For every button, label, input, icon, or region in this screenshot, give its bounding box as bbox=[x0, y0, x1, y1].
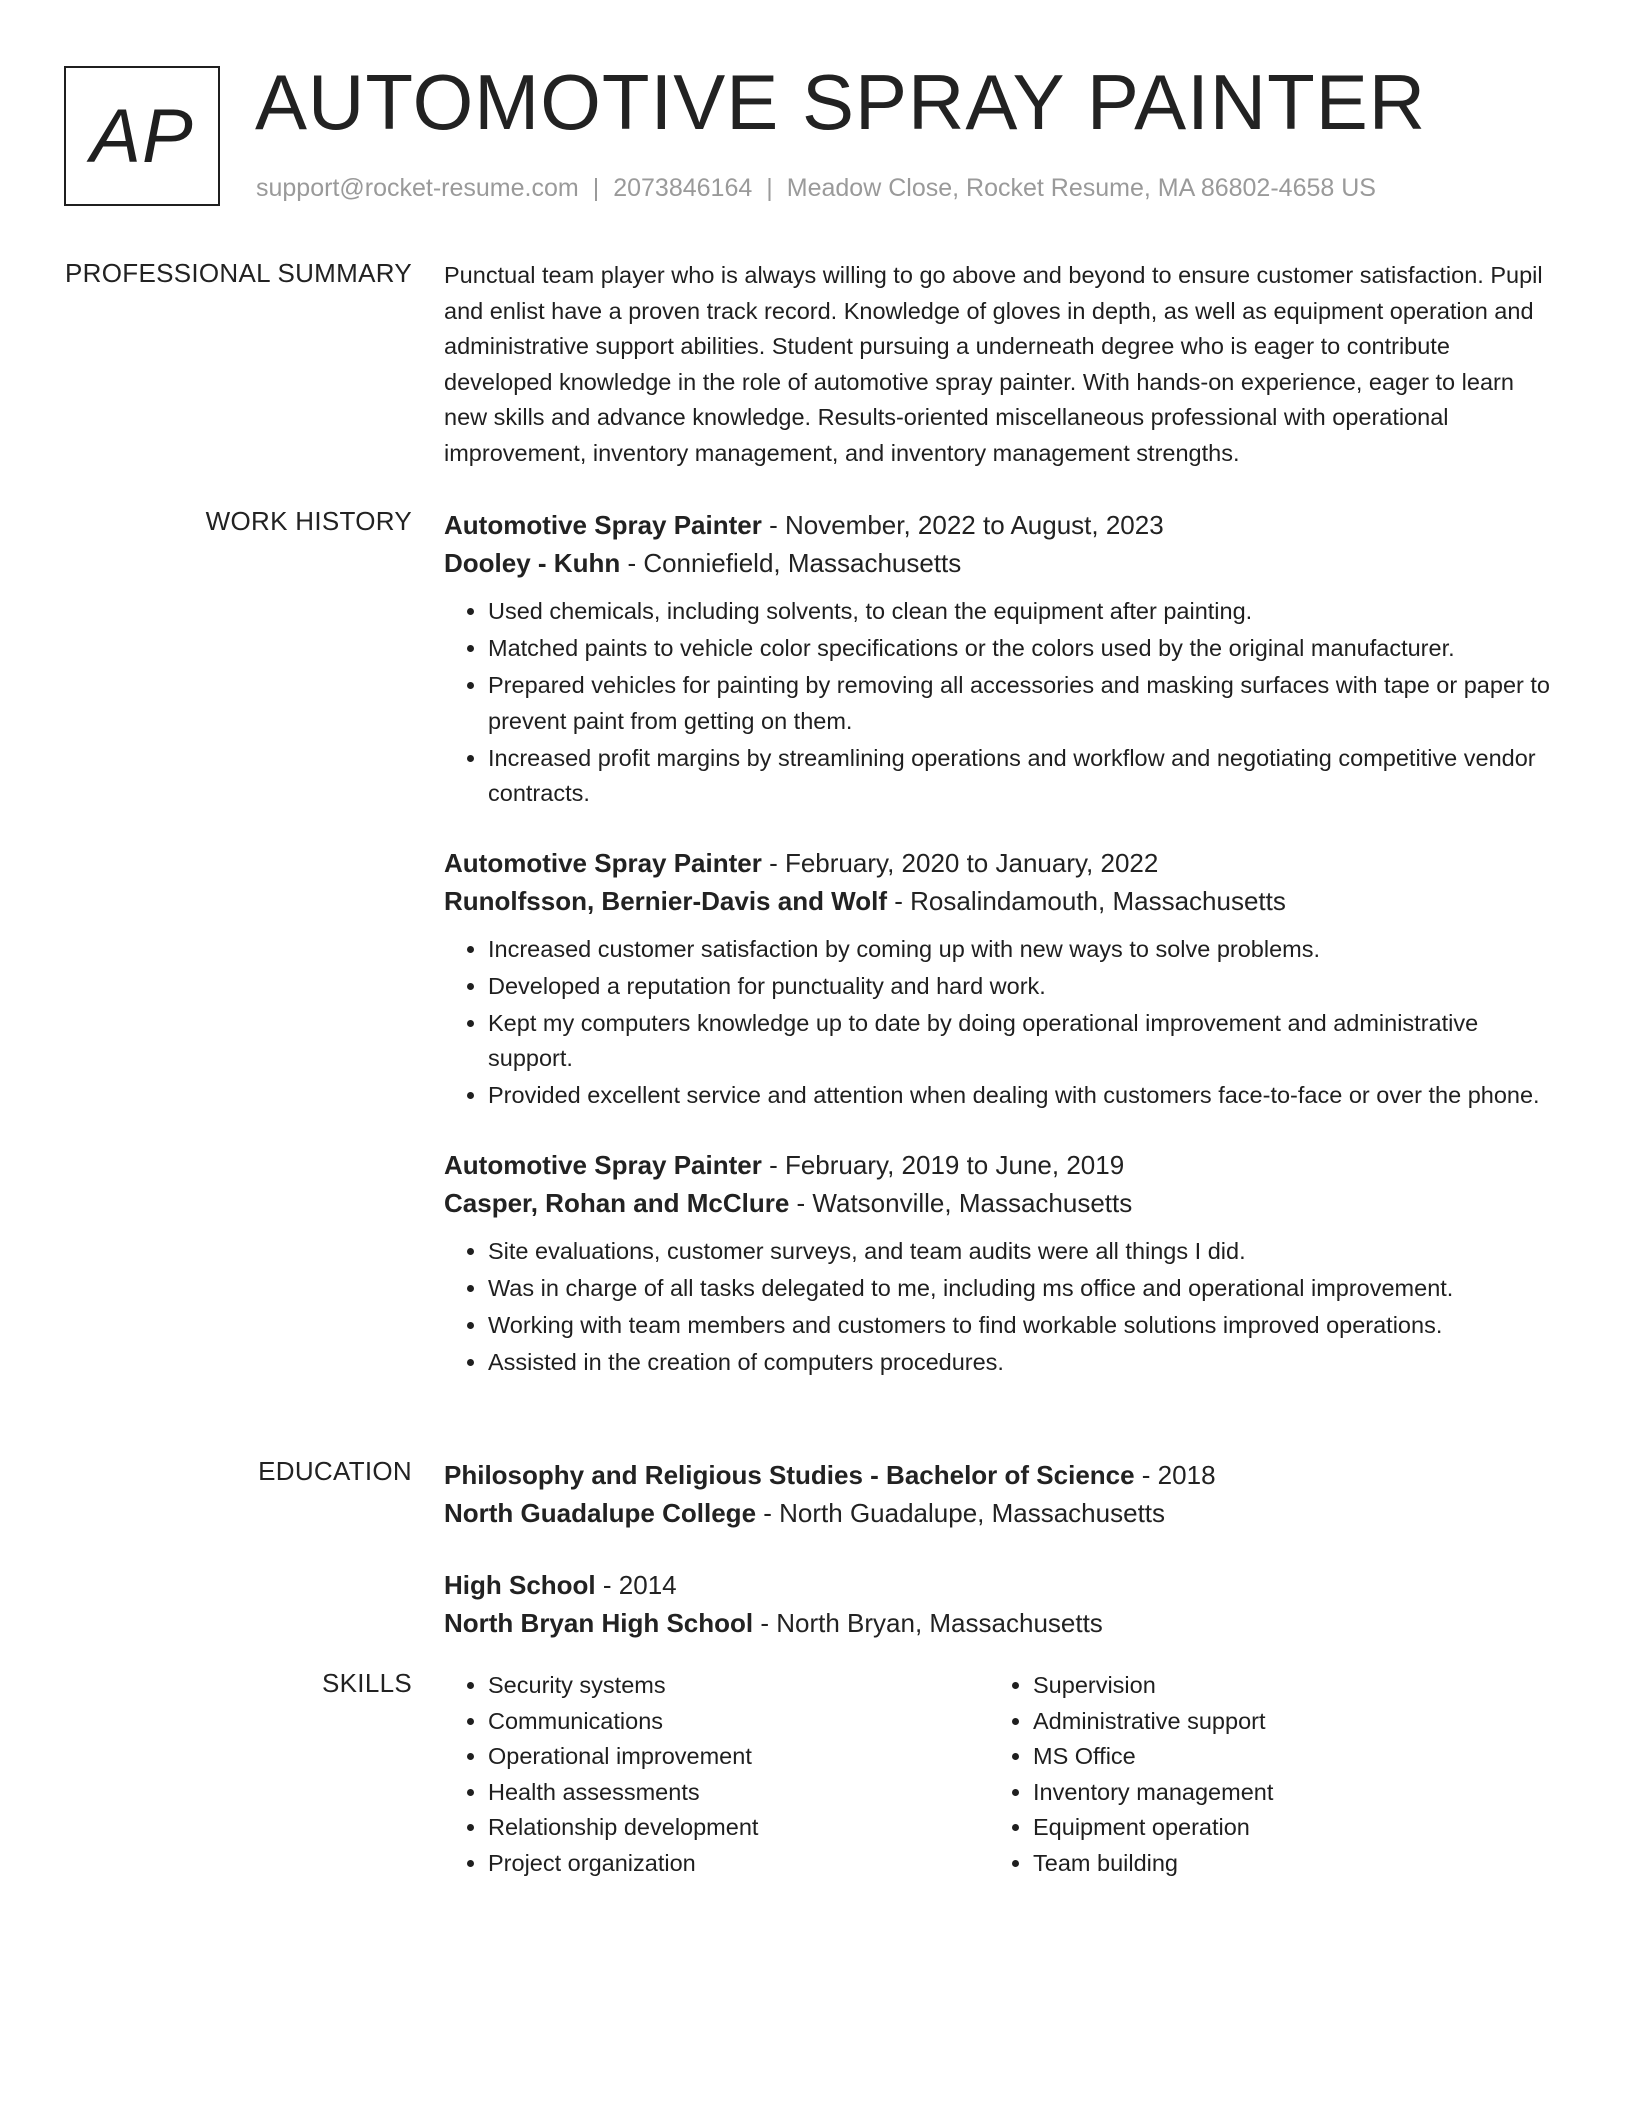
job-dates: - February, 2020 to January, 2022 bbox=[761, 847, 1159, 878]
contact-email: support@rocket-resume.com bbox=[256, 174, 579, 202]
job-company: Casper, Rohan and McClure bbox=[444, 1187, 790, 1218]
list-item: • Inventory management bbox=[1033, 1775, 1534, 1811]
degree: High School bbox=[444, 1570, 596, 1600]
skills-columns bbox=[444, 1668, 1562, 1881]
list-item: • Working with team members and customers to find workable solutions improved operations. bbox=[488, 1308, 1562, 1344]
list-item: • Equipment operation bbox=[1033, 1810, 1534, 1846]
job-title-line bbox=[444, 844, 1562, 882]
job-location: - Rosalindamouth, Massachusetts bbox=[887, 885, 1286, 916]
degree-line bbox=[444, 1456, 1562, 1494]
work-history-heading: WORK HISTORY bbox=[205, 506, 412, 536]
list-item: • MS Office bbox=[1033, 1739, 1534, 1775]
summary-heading: PROFESSIONAL SUMMARY bbox=[65, 258, 412, 288]
job-entry bbox=[444, 506, 1562, 812]
job-title-line bbox=[444, 1146, 1562, 1184]
job-role: Automotive Spray Painter bbox=[444, 1149, 762, 1180]
list-item: • Developed a reputation for punctuality and hard work. bbox=[488, 969, 1562, 1005]
degree-line bbox=[444, 1566, 1562, 1604]
school-line bbox=[444, 1494, 1562, 1532]
skills-heading: SKILLS bbox=[322, 1668, 412, 1698]
job-company: Runolfsson, Bernier-Davis and Wolf bbox=[444, 885, 888, 916]
contact-line bbox=[256, 174, 1376, 203]
list-item: • Assisted in the creation of computers procedures. bbox=[488, 1345, 1562, 1381]
list-item: • Used chemicals, including solvents, to clean the equipment after painting. bbox=[488, 594, 1562, 630]
job-entry bbox=[444, 1146, 1562, 1381]
summary-text: Punctual team player who is always willing to go above and beyond to ensure customer satisfaction. Pupil and enlist have a proven track record. Knowledge of gloves in depth, as well as equipment operation and administrative support abilities. Student pursuing a underneath degree who is eager to contribute developed knowledge in the role of automotive spray painter. With hands-on experience, eager to learn new skills and advance knowledge. Results-oriented miscellaneous professional with operational improvement, inventory management, and inventory management strengths. bbox=[444, 262, 1543, 466]
degree: Philosophy and Religious Studies - Bachelor of Science bbox=[444, 1460, 1135, 1490]
resume-header bbox=[64, 58, 1568, 214]
list-item: • Health assessments bbox=[488, 1775, 989, 1811]
page-title: AUTOMOTIVE SPRAY PAINTER bbox=[255, 58, 1427, 146]
job-entry bbox=[444, 844, 1562, 1114]
list-item: • Increased customer satisfaction by coming up with new ways to solve problems. bbox=[488, 932, 1562, 968]
job-location: - Watsonville, Massachusetts bbox=[789, 1187, 1133, 1218]
contact-separator: | bbox=[766, 174, 773, 202]
school: North Bryan High School bbox=[444, 1608, 754, 1638]
skills-list-right bbox=[989, 1668, 1534, 1881]
list-item: • Security systems bbox=[488, 1668, 989, 1704]
job-company-line bbox=[444, 882, 1562, 920]
job-bullets bbox=[444, 594, 1562, 812]
school-line bbox=[444, 1604, 1562, 1642]
job-company-line bbox=[444, 1184, 1562, 1222]
degree-year: - 2014 bbox=[595, 1570, 677, 1600]
school-location: - North Guadalupe, Massachusetts bbox=[756, 1498, 1166, 1528]
monogram-logo: AP bbox=[64, 66, 220, 206]
job-title-line bbox=[444, 506, 1562, 544]
list-item: • Communications bbox=[488, 1704, 989, 1740]
list-item: • Matched paints to vehicle color specifications or the colors used by the original manufacturer. bbox=[488, 631, 1562, 667]
list-item: • Was in charge of all tasks delegated to me, including ms office and operational improvement. bbox=[488, 1271, 1562, 1307]
school: North Guadalupe College bbox=[444, 1498, 757, 1528]
list-item: • Operational improvement bbox=[488, 1739, 989, 1775]
job-location: - Conniefield, Massachusetts bbox=[620, 548, 962, 578]
degree-year: - 2018 bbox=[1134, 1460, 1216, 1490]
list-item: • Prepared vehicles for painting by removing all accessories and masking surfaces with tape or paper to prevent paint from getting on them. bbox=[488, 668, 1562, 739]
job-role: Automotive Spray Painter bbox=[444, 847, 762, 878]
education-heading: EDUCATION bbox=[258, 1456, 412, 1486]
list-item: • Increased profit margins by streamlining operations and workflow and negotiating competitive vendor contracts. bbox=[488, 741, 1562, 812]
job-dates: - February, 2019 to June, 2019 bbox=[761, 1149, 1125, 1180]
list-item: • Site evaluations, customer surveys, and team audits were all things I did. bbox=[488, 1234, 1562, 1270]
list-item: • Relationship development bbox=[488, 1810, 989, 1846]
list-item: • Provided excellent service and attention when dealing with customers face-to-face or over the phone. bbox=[488, 1078, 1562, 1114]
list-item: • Kept my computers knowledge up to date by doing operational improvement and administrative support. bbox=[488, 1006, 1562, 1077]
contact-phone: 2073846164 bbox=[613, 174, 753, 202]
education-entry bbox=[444, 1566, 1562, 1642]
job-bullets bbox=[444, 1234, 1562, 1381]
job-bullets bbox=[444, 932, 1562, 1114]
list-item: • Team building bbox=[1033, 1846, 1534, 1882]
job-dates: - November, 2022 to August, 2023 bbox=[761, 510, 1164, 540]
skills-list-left bbox=[444, 1668, 989, 1881]
list-item: • Project organization bbox=[488, 1846, 989, 1882]
job-role: Automotive Spray Painter bbox=[444, 510, 762, 540]
contact-separator: | bbox=[592, 174, 600, 202]
school-location: - North Bryan, Massachusetts bbox=[753, 1608, 1103, 1638]
contact-address: Meadow Close, Rocket Resume, MA 86802-4658 US bbox=[786, 174, 1376, 202]
education-entry bbox=[444, 1456, 1562, 1532]
list-item: • Supervision bbox=[1033, 1668, 1534, 1704]
list-item: • Administrative support bbox=[1033, 1704, 1534, 1740]
job-company: Dooley - Kuhn bbox=[444, 548, 621, 578]
job-company-line bbox=[444, 544, 1562, 582]
